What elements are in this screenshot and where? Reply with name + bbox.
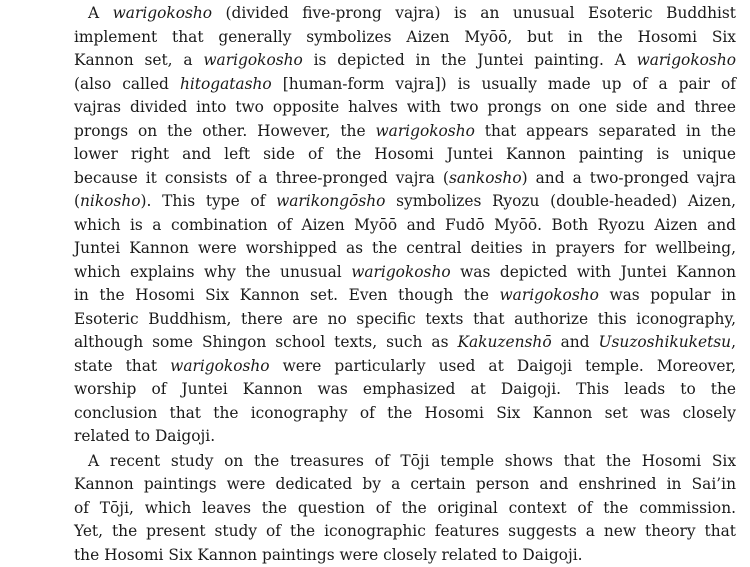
- text-segment: Esoteric Buddhism, there are no specific texts that authorize this iconography,: [74, 310, 736, 328]
- text-line: [74, 214, 736, 238]
- italic-term: warigokosho: [375, 122, 474, 140]
- text-segment: Yet, the present study of the iconographic features suggests a new theory that: [74, 522, 736, 540]
- text-line: [74, 544, 736, 567]
- text-segment: Kannon paintings were dedicated by a certain person and enshrined in Sai’in: [74, 475, 736, 493]
- text-segment: which explains why the unusual: [74, 263, 351, 281]
- italic-term: warikongōsho: [276, 192, 385, 210]
- text-segment: implement that generally symbolizes Aizen Myōō, but in the Hosomi Six: [74, 28, 736, 46]
- italic-term: warigokosho: [499, 286, 598, 304]
- text-line: [74, 26, 736, 50]
- text-segment: related to Daigoji.: [74, 427, 215, 445]
- italic-term: Kakuzenshō: [457, 333, 551, 351]
- text-segment: A recent study on the treasures of Tōji temple shows that the Hosomi Six: [88, 452, 736, 470]
- text-line: [74, 355, 736, 379]
- text-line: [74, 2, 736, 26]
- text-line: [74, 73, 736, 97]
- paragraph: [74, 450, 736, 567]
- italic-term: hitogatasho: [180, 75, 272, 93]
- text-line: [74, 261, 736, 285]
- text-segment: in the Hosomi Six Kannon set. Even though the: [74, 286, 499, 304]
- text-line: [74, 473, 736, 497]
- text-segment: and: [552, 333, 599, 351]
- text-segment: is depicted in the Juntei painting. A: [303, 51, 637, 69]
- text-segment: (also called: [74, 75, 180, 93]
- text-line: [74, 49, 736, 73]
- italic-term: warigokosho: [637, 51, 736, 69]
- text-segment: state that: [74, 357, 170, 375]
- text-line: [74, 450, 736, 474]
- text-segment: although some Shingon school texts, such as: [74, 333, 457, 351]
- text-segment: (divided five-prong vajra) is an unusual Esoteric Buddhist: [212, 4, 736, 22]
- text-line: [74, 378, 736, 402]
- text-segment: conclusion that the iconography of the Hosomi Six Kannon set was closely: [74, 404, 736, 422]
- text-segment: was depicted with Juntei Kannon: [451, 263, 736, 281]
- italic-term: nikosho: [80, 192, 141, 210]
- text-segment: was popular in: [599, 286, 736, 304]
- italic-term: warigokosho: [113, 4, 212, 22]
- text-line: [74, 284, 736, 308]
- text-segment: A: [88, 4, 113, 22]
- text-line: [74, 331, 736, 355]
- text-segment: the Hosomi Six Kannon paintings were closely related to Daigoji.: [74, 546, 583, 564]
- text-segment: [human-form vajra]) is usually made up of a pair of: [272, 75, 736, 93]
- body-text: [74, 2, 736, 567]
- text-segment: vajras divided into two opposite halves with two prongs on one side and three: [74, 98, 736, 116]
- italic-term: warigokosho: [203, 51, 302, 69]
- text-line: [74, 425, 736, 449]
- text-segment: of Tōji, which leaves the question of the original context of the commission.: [74, 499, 736, 517]
- italic-term: warigokosho: [170, 357, 269, 375]
- text-line: [74, 308, 736, 332]
- text-segment: worship of Juntei Kannon was emphasized at Daigoji. This leads to the: [74, 380, 736, 398]
- text-segment: (: [74, 192, 80, 210]
- text-segment: prongs on the other. However, the: [74, 122, 375, 140]
- text-line: [74, 143, 736, 167]
- text-segment: which is a combination of Aizen Myōō and Fudō Myōō. Both Ryozu Aizen and: [74, 216, 736, 234]
- text-segment: because it consists of a three-pronged vajra (: [74, 169, 449, 187]
- text-segment: were particularly used at Daigoji temple. Moreover,: [270, 357, 736, 375]
- text-segment: ,: [731, 333, 736, 351]
- text-line: [74, 497, 736, 521]
- text-segment: ) and a two-pronged vajra: [522, 169, 736, 187]
- text-segment: symbolizes Ryozu (double-headed) Aizen,: [385, 192, 736, 210]
- text-line: [74, 520, 736, 544]
- text-segment: Juntei Kannon were worshipped as the central deities in prayers for wellbeing,: [74, 239, 736, 257]
- italic-term: sankosho: [449, 169, 522, 187]
- text-segment: Kannon set, a: [74, 51, 203, 69]
- text-segment: ). This type of: [141, 192, 277, 210]
- text-line: [74, 120, 736, 144]
- text-line: [74, 402, 736, 426]
- paragraph: [74, 2, 736, 449]
- text-line: [74, 190, 736, 214]
- italic-term: warigokosho: [351, 263, 450, 281]
- text-line: [74, 237, 736, 261]
- italic-term: Usuzoshikuketsu: [599, 333, 732, 351]
- text-line: [74, 96, 736, 120]
- text-line: [74, 167, 736, 191]
- text-segment: that appears separated in the: [475, 122, 736, 140]
- text-segment: lower right and left side of the Hosomi Juntei Kannon painting is unique: [74, 145, 736, 163]
